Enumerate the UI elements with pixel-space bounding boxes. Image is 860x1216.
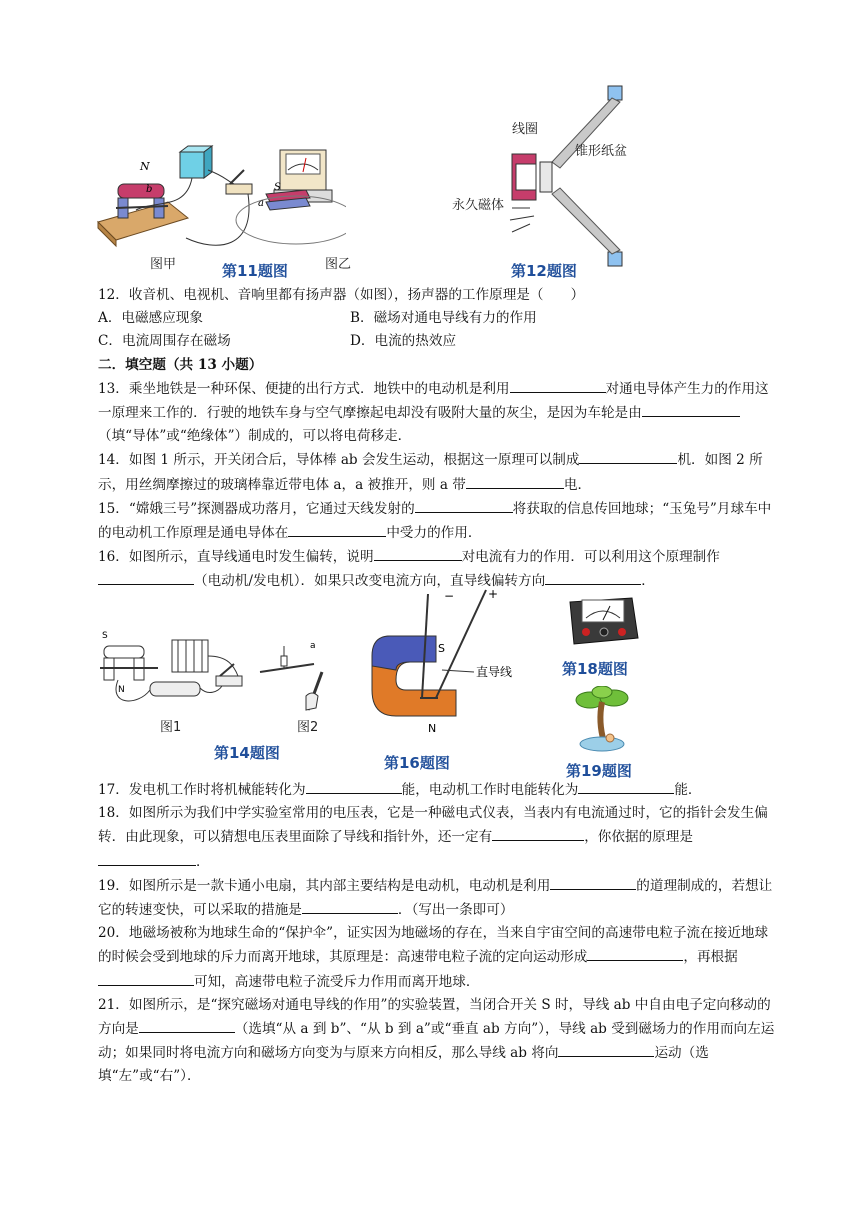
q20: 20．地磁场被称为地球生命的“保护伞”，证实因为地磁场的存在，当来自宇宙空间的高速带电粒子流在接近地球的时候会受到地球的斥力而离开地球，其原理是：高速带电粒子流的定向运动形成 ，再根据可知，高速带电粒子流受斥力作用而离开地球． (98, 925, 769, 990)
answer-blank[interactable] (587, 945, 683, 961)
fig11-sub-jia: 图甲 (150, 257, 177, 272)
fig16-plus: + (488, 587, 499, 601)
fig16-caption: 第16题图 (384, 754, 450, 772)
answer-blank[interactable] (98, 850, 196, 866)
fig14-caption: 第14题图 (214, 744, 280, 762)
answer-blank[interactable] (98, 970, 194, 986)
fig11b-s-label: S (274, 182, 281, 193)
fig12-coil-label: 线圈 (512, 122, 539, 137)
fig19-caption: 第19题图 (566, 762, 632, 780)
fig16-wire-label: 直导线 (476, 665, 513, 679)
figure-12-speaker (500, 84, 640, 272)
answer-blank[interactable] (579, 448, 677, 464)
answer-blank[interactable] (578, 778, 674, 794)
fig11-sub-yi: 图乙 (325, 257, 352, 272)
answer-blank[interactable] (139, 1017, 235, 1033)
q16: 16．如图所示，直导线通电时发生偏转，说明 对电流有力的作用．可以利用这个原理制作（电动机/发电机）．如果只改变电流方向，直导线偏转方向 ． (98, 545, 778, 593)
fig12-caption: 第12题图 (511, 262, 577, 280)
fig12-cone-label: 锥形纸盆 (575, 144, 628, 159)
figure-16-magnet-wire (370, 586, 530, 736)
answer-blank[interactable] (558, 1041, 654, 1057)
fig14-n-label: N (118, 685, 125, 695)
fig18-caption: 第18题图 (562, 660, 628, 678)
questions-block-2 (98, 778, 778, 1089)
figure-19-fan-toy (572, 686, 638, 754)
q18: 18．如图所示为我们中学实验室常用的电压表，它是一种磁电式仪表，当表内有电流通过时，它的指针会发生偏转．由此现象，可以猜想电压表里面除了导线和指针外，还一定有 ，你依据的原理是． (98, 805, 768, 870)
fig11-b-label: b (146, 184, 153, 195)
q13: 13．乘坐地铁是一种环保、便捷的出行方式．地铁中的电动机是利用 对通电导体产生力的作用这一原理来工作的．行驶的地铁车身与空气摩擦起电却没有吸附大量的灰尘，是因为车轮是由（填“导体”或“绝缘体”）制成的，可以将电荷移走． (98, 377, 778, 449)
answer-blank[interactable] (545, 569, 641, 585)
answer-blank[interactable] (415, 497, 513, 513)
answer-blank[interactable] (288, 521, 386, 537)
q12-options-ab (98, 307, 778, 330)
q12-option-c: C．电流周围存在磁场 (98, 333, 231, 350)
answer-blank[interactable] (492, 825, 584, 841)
fig11-n-label: N (140, 160, 150, 173)
answer-blank[interactable] (98, 569, 194, 585)
figure-11-apparatus (96, 140, 346, 255)
answer-blank[interactable] (306, 778, 402, 794)
q19: 19．如图所示是一款卡通小电扇，其内部主要结构是电动机，电动机是利用 的道理制成的，若想让它的转速变快，可以采取的措施是 ．（写出一条即可） (98, 874, 778, 922)
q12-option-b: B．磁场对通电导线有力的作用 (350, 310, 537, 327)
fig11-caption: 第11题图 (222, 262, 288, 280)
fig14-sub-1: 图1 (160, 720, 182, 735)
q21: 21．如图所示，是“探究磁场对通电导线的作用”的实验装置，当闭合开关 S 时，导线 ab 中自由电子定向移动的方向是 （选填“从 a 到 b”、“从 b 到 a”或“垂直 ab 方向”），导线 ab 受到磁场力的作用而向左运动；如果同时将电流方向和磁场方向变为与原来方向相反，那么导线 ab 将向 运动（选填“左”或“右”）． (98, 996, 775, 1085)
q12-options-cd (98, 330, 778, 353)
answer-blank[interactable] (550, 874, 636, 890)
figure-14-apparatus (98, 626, 348, 718)
answer-blank[interactable] (374, 545, 462, 561)
fig12-magnet-label: 永久磁体 (452, 198, 505, 213)
fig16-n-label: N (428, 722, 437, 735)
fig16-minus: − (444, 589, 455, 603)
fig14-s-label: S (102, 631, 108, 641)
q12-option-d: D．电流的热效应 (350, 333, 457, 350)
fig14-sub-2: 图2 (297, 720, 319, 735)
answer-blank[interactable] (466, 473, 564, 489)
fig11b-a-label: a (258, 198, 264, 209)
q12-option-a: A．电磁感应现象 (98, 310, 203, 327)
fig14-a-label: a (310, 641, 316, 651)
q15: 15．“嫦娥三号”探测器成功落月，它通过天线发射的 将获取的信息传回地球；“玉兔号”月球车中的电动机工作原理是通电导体在 中受力的作用． (98, 497, 778, 545)
answer-blank[interactable] (642, 401, 740, 417)
q14: 14．如图 1 所示，开关闭合后，导体棒 ab 会发生运动，根据这一原理可以制成 机．如图 2 所示，用丝绸摩擦过的玻璃棒靠近带电体 a，a 被推开，则 a 带 电． (98, 448, 778, 496)
questions-block-1 (98, 284, 778, 594)
q17: 17．发电机工作时将机械能转化为 能，电动机工作时电能转化为 能． (98, 778, 778, 802)
figure-18-voltmeter (564, 588, 642, 648)
fig16-s-label: S (438, 642, 445, 655)
q12-stem: 12．收音机、电视机、音响里都有扬声器（如图），扬声器的工作原理是（ ） (98, 287, 585, 303)
answer-blank[interactable] (302, 898, 398, 914)
answer-blank[interactable] (510, 377, 606, 393)
section-2-heading: 二．填空题（共 13 小题） (98, 356, 263, 373)
